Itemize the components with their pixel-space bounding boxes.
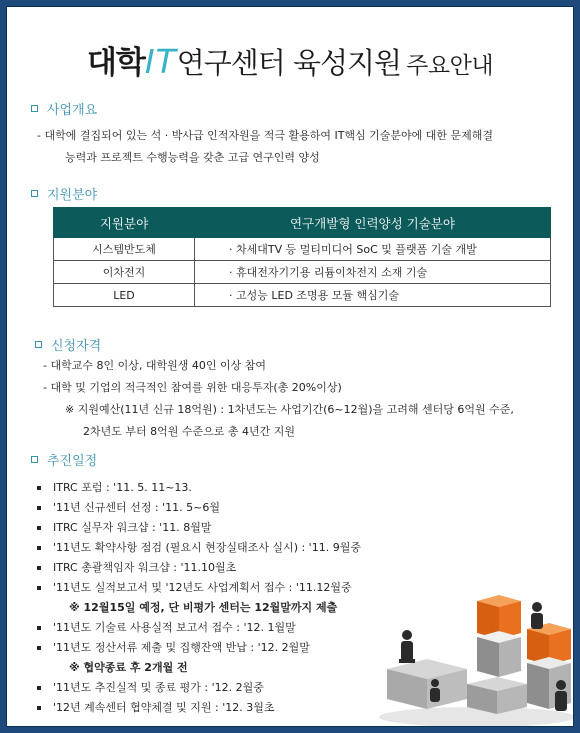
list-item [37,618,417,638]
schedule-item-text: ITRC 포럼 : '11. 5. 11~13. [53,481,192,494]
table-row [54,284,551,307]
schedule-item-text: '11년도 기술료 사용실적 보고서 접수 : '12. 1월말 [53,621,296,634]
bullet-icon [37,646,41,650]
fields-table [53,207,551,307]
table-row [54,238,551,261]
list-item-note [37,658,417,678]
schedule-item-text: '11년도 실적보고서 및 '12년도 사업계획서 접수 : '11.12월중 [53,581,352,594]
list-item [37,638,417,658]
eligibility-note-1: ※ 지원예산(11년 신규 18억원) : 1차년도는 사업기간(6~12월)을 고려해 센터당 6억원 수준, [65,403,514,416]
schedule-item-text: ITRC 실무자 워크샵 : '11. 8월말 [53,521,212,534]
schedule-item-text: '11년도 정산서류 제출 및 집행잔액 반납 : '12. 2월말 [53,641,310,654]
schedule-item-note: ※ 협약종료 후 2개월 전 [69,661,188,674]
section-square-icon [35,341,42,348]
list-item-note [37,598,417,618]
bullet-icon [37,686,41,690]
bullet-icon [37,546,41,550]
list-item [37,578,417,598]
title-part-it: IT [144,42,177,81]
fields-col2-header: 연구개발형 인력양성 기술분야 [195,208,551,238]
list-item [37,558,417,578]
eligibility-line-2: - 대학 및 기업의 적극적인 참여를 위한 대응투자(총 20%이상) [43,381,342,394]
section-heading-fields [31,184,97,203]
bullet-icon [37,486,41,490]
schedule-list [37,478,417,718]
business-people-illustration [377,559,574,727]
title-part-3: 연구센터 육성지원 [176,46,402,80]
table-row [54,261,551,284]
overview-line-1: - 대학에 결집되어 있는 석 · 박사급 인적자원을 적극 활용하여 IT핵심 기술분야에 대한 문제해결 [37,129,494,142]
section-heading-overview [31,99,97,118]
schedule-item-note: ※ 12월15일 예정, 단 비평가 센터는 12월말까지 제출 [69,601,338,614]
fields-col1-header: 지원분야 [54,208,195,238]
tech-cell: · 휴대전자기기용 리튬이차전지 소재 기술 [195,261,551,284]
field-cell: 이차전지 [54,261,195,284]
tech-cell: · 고성능 LED 조명용 모듈 핵심기술 [195,284,551,307]
bullet-icon [37,586,41,590]
schedule-heading: 추진일정 [47,454,98,469]
fields-heading: 지원분야 [47,188,98,203]
bullet-icon [37,526,41,530]
overview-heading: 사업개요 [47,103,98,118]
page-title [7,37,573,82]
list-item [37,698,417,718]
fields-table-header [54,208,551,238]
list-item [37,678,417,698]
section-heading-eligibility [35,335,101,354]
list-item [37,538,417,558]
section-square-icon [31,105,38,112]
page-content [6,6,574,727]
schedule-item-text: '12년 계속센터 협약체결 및 지원 : '12. 3월초 [53,701,275,714]
schedule-item-text: '11년도 확약사항 점검 (필요시 현장실태조사 실시) : '11. 9월중 [53,541,361,554]
field-cell: LED [54,284,195,307]
section-heading-schedule [31,450,97,469]
bullet-icon [37,706,41,710]
schedule-item-text: ITRC 총괄책임자 워크샵 : '11.10월초 [53,561,237,574]
section-square-icon [31,190,38,197]
field-cell: 시스템반도체 [54,238,195,261]
bullet-icon [37,626,41,630]
tech-cell: · 차세대TV 등 멀티미디어 SoC 및 플랫폼 기술 개발 [195,238,551,261]
bullet-icon [37,506,41,510]
list-item [37,498,417,518]
floor-shadow [379,707,574,727]
list-item [37,478,417,498]
eligibility-line-1: - 대학교수 8인 이상, 대학원생 40인 이상 참여 [43,359,266,372]
schedule-item-text: '11년 신규센터 선정 : '11. 5~6월 [53,501,220,514]
title-part-1: 대학 [86,45,145,81]
schedule-item-text: '11년도 추진실적 및 종료 평가 : '12. 2월중 [53,681,264,694]
bullet-icon [37,566,41,570]
title-part-4: 주요안내 [406,53,494,79]
eligibility-heading: 신청자격 [51,339,102,354]
section-square-icon [31,456,38,463]
overview-line-2: 능력과 프로젝트 수행능력을 갖춘 고급 연구인력 양성 [65,151,320,164]
eligibility-note-2: 2차년도 부터 8억원 수준으로 총 4년간 지원 [83,425,295,438]
list-item [37,518,417,538]
